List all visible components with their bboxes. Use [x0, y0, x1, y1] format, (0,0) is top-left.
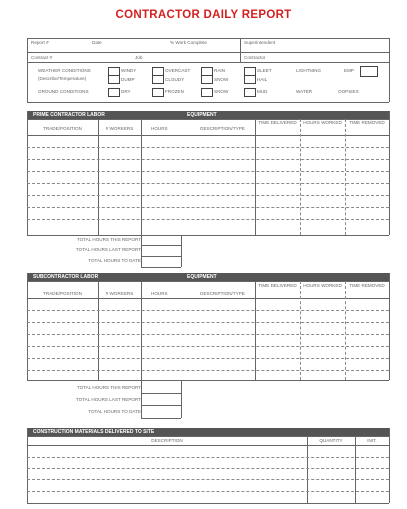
sub-col-divider-2: [141, 281, 142, 380]
header-mid-rule: [27, 52, 389, 53]
prime-row-line: [27, 147, 389, 148]
prime-section-header: [27, 111, 389, 119]
ground-check-2[interactable]: [152, 88, 164, 97]
weather-option-snow: SNOW: [214, 77, 229, 82]
materials-col-description: DESCRIPTION: [151, 438, 183, 443]
ground-option-snow: SNOW: [214, 89, 229, 94]
weather-sub-label: (Describe/Temperature): [38, 76, 87, 81]
materials-col-quantity: QUANTITY: [319, 438, 343, 443]
sub-total-to-date: TOTAL HOURS TO DATE: [88, 409, 141, 414]
materials-col-divider-1: [307, 436, 308, 503]
sub-col-time-removed: TIME REMOVED: [349, 283, 385, 288]
prime-row-line: [27, 171, 389, 172]
materials-bottom-rule: [27, 503, 389, 504]
sub-right-edge: [389, 273, 390, 380]
prime-col-hours: HOURS: [151, 126, 168, 131]
prime-row-line: [27, 159, 389, 160]
prime-row-line: [27, 219, 389, 220]
sub-total-box-rule: [141, 418, 181, 419]
materials-row-line: [27, 479, 389, 480]
materials-header-underline: [27, 436, 389, 437]
job-label: Job: [135, 55, 143, 60]
weather-option-overcast: OVERCAST: [165, 68, 191, 73]
prime-col-divider-5: [345, 119, 346, 235]
weather-check-5[interactable]: [108, 75, 120, 84]
ground-option-mud: MUD: [257, 89, 268, 94]
header-right-edge: [389, 38, 390, 102]
sub-col-description: DESCRIPTION/TYPE: [200, 291, 245, 296]
prime-equipment-title: EQUIPMENT: [187, 112, 217, 118]
sub-row-line: [27, 370, 389, 371]
ground-option-oopsies: OOPSIES: [338, 89, 359, 94]
report-number-label: Report #: [31, 40, 49, 45]
prime-col-divider-1: [98, 119, 99, 235]
date-label: Date: [92, 40, 102, 45]
report-title: CONTRACTOR DAILY REPORT: [115, 9, 292, 21]
sub-col-hours: HOURS: [151, 291, 168, 296]
header-divider: [240, 38, 241, 62]
weather-option-sleet: SLEET: [257, 68, 272, 73]
prime-col-divider-4: [300, 119, 301, 235]
sub-left-edge: [27, 273, 28, 380]
materials-col-divider-2: [355, 436, 356, 503]
prime-total-box-right: [181, 235, 182, 267]
prime-labor-title: PRIME CONTRACTOR LABOR: [33, 112, 105, 118]
prime-col-divider-3: [255, 119, 256, 235]
sub-col-workers: # WORKERS: [105, 291, 134, 296]
prime-total-last-report: TOTAL HOURS LAST REPORT: [75, 247, 141, 252]
header-rule-3: [27, 62, 389, 63]
materials-section-header: [27, 428, 389, 436]
sub-total-box-left: [141, 380, 142, 418]
materials-row-line: [27, 457, 389, 458]
ground-option-water: WATER: [296, 89, 313, 94]
ground-check-3[interactable]: [201, 88, 213, 97]
sub-col-trade: TRADE/POSITION: [43, 291, 82, 296]
weather-option-emp: EMP: [344, 68, 354, 73]
sub-row-line: [27, 322, 389, 323]
header-bottom-rule: [27, 102, 389, 103]
sub-labor-title: SUBCONTRACTOR LABOR: [33, 274, 99, 280]
header-left-edge: [27, 38, 28, 102]
prime-total-box-rule: [141, 267, 181, 268]
weather-option-lightning: LIGHTNING: [296, 68, 322, 73]
materials-right-edge: [389, 428, 390, 503]
prime-total-box-left: [141, 235, 142, 267]
percent-complete-label: % Work Complete: [170, 40, 207, 45]
sub-total-this-report: TOTAL HOURS THIS REPORT: [76, 385, 141, 390]
weather-option-rain: RAIN: [214, 68, 225, 73]
materials-colhead-rule: [27, 445, 389, 446]
sub-row-line: [27, 334, 389, 335]
weather-label: WEATHER CONDITIONS: [38, 68, 91, 73]
prime-col-hours-worked: HOURS WORKED: [303, 120, 342, 125]
ground-check-1[interactable]: [108, 88, 120, 97]
weather-option-hail: HAIL: [257, 77, 268, 82]
sub-col-hours-worked: HOURS WORKED: [303, 283, 342, 288]
weather-option-dump: DUMP: [121, 77, 135, 82]
ground-option-frozen: FROZEN: [165, 89, 184, 94]
superintendent-label: Superintendent: [244, 40, 276, 45]
sub-total-last-report: TOTAL HOURS LAST REPORT: [75, 397, 141, 402]
sub-total-box-rule: [141, 393, 181, 394]
prime-row-line: [27, 183, 389, 184]
sub-total-box-right: [181, 380, 182, 418]
prime-col-workers: # WORKERS: [105, 126, 134, 131]
sub-bottom-rule: [27, 380, 389, 381]
prime-col-time-removed: TIME REMOVED: [349, 120, 385, 125]
sub-header-underline: [27, 281, 389, 282]
prime-col-description: DESCRIPTION/TYPE: [200, 126, 245, 131]
prime-total-to-date: TOTAL HOURS TO DATE: [88, 258, 141, 263]
prime-col-time-delivered: TIME DELIVERED: [258, 120, 297, 125]
sub-section-header: [27, 273, 389, 281]
sub-total-box-rule: [141, 405, 181, 406]
header-top-rule: [27, 38, 389, 39]
materials-title: CONSTRUCTION MATERIALS DELIVERED TO SITE: [33, 429, 155, 435]
sub-col-divider-4: [300, 281, 301, 380]
sub-row-line: [27, 310, 389, 311]
sub-colhead-rule: [27, 298, 389, 299]
prime-total-box-rule: [141, 245, 181, 246]
sub-col-time-delivered: TIME DELIVERED: [258, 283, 297, 288]
sub-row-line: [27, 358, 389, 359]
prime-col-divider-2: [141, 119, 142, 235]
materials-row-line: [27, 468, 389, 469]
prime-col-trade: TRADE/POSITION: [43, 126, 82, 131]
weather-check-8[interactable]: [244, 75, 256, 84]
ground-label: GROUND CONDITIONS: [38, 89, 89, 94]
contractor-label: Contractor: [244, 55, 266, 60]
temp-box[interactable]: [360, 66, 378, 77]
prime-colhead-rule: [27, 135, 389, 136]
ground-option-dry: DRY: [121, 89, 131, 94]
prime-right-edge: [389, 111, 390, 235]
prime-bottom-rule: [27, 235, 389, 236]
ground-check-4[interactable]: [244, 88, 256, 97]
sub-col-divider-5: [345, 281, 346, 380]
weather-check-7[interactable]: [201, 75, 213, 84]
prime-total-this-report: TOTAL HOURS THIS REPORT: [76, 237, 141, 242]
materials-row-line: [27, 491, 389, 492]
prime-row-line: [27, 195, 389, 196]
prime-row-line: [27, 207, 389, 208]
sub-col-divider-3: [255, 281, 256, 380]
sub-equipment-title: EQUIPMENT: [187, 274, 217, 280]
prime-total-box-rule: [141, 256, 181, 257]
sub-row-line: [27, 346, 389, 347]
weather-option-cloudy: CLOUDY: [165, 77, 185, 82]
contract-number-label: Contract #: [31, 55, 53, 60]
materials-col-init: INIT.: [367, 438, 377, 443]
weather-check-6[interactable]: [152, 75, 164, 84]
weather-option-windy: WINDY: [121, 68, 137, 73]
